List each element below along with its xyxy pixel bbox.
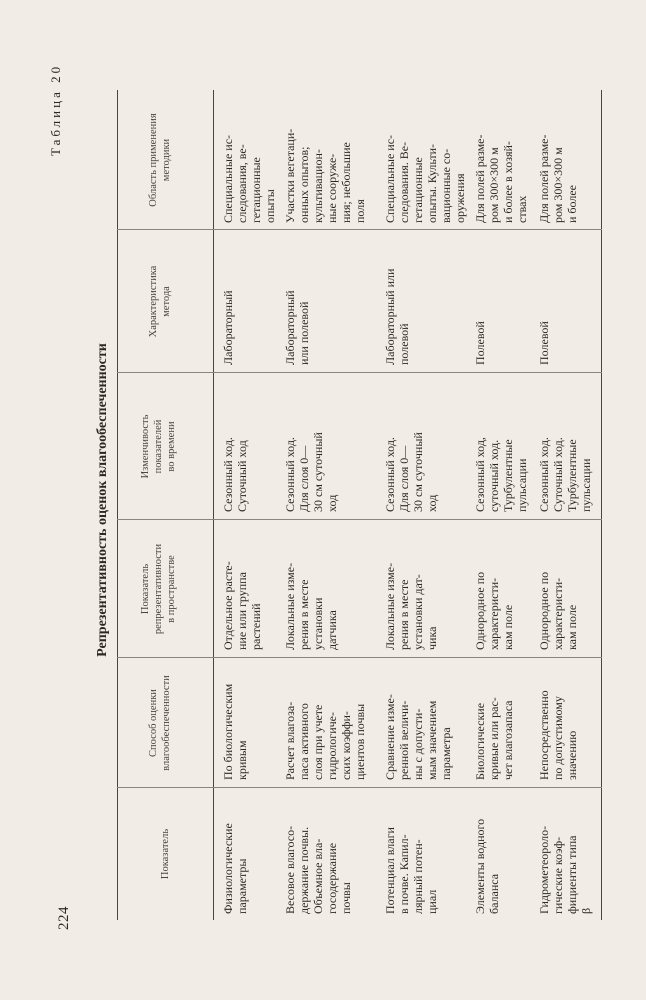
cell-character: Лабораторный или полевой xyxy=(383,268,411,365)
table-top-rule xyxy=(117,90,118,920)
data-table xyxy=(117,90,602,920)
header-temporal: Изменчивость показателей во времени xyxy=(140,414,177,479)
cell-spatial: Однородное по характеристи- кам поле xyxy=(473,571,515,650)
column-divider xyxy=(117,657,602,658)
cell-indicator: Гидрометеороло- гические коэф- фициенты типа β xyxy=(537,825,593,914)
cell-temporal: Сезонный ход, суточный ход. Турбулентные пульсации xyxy=(473,437,529,512)
table-label: Таблица 20 xyxy=(48,63,63,156)
cell-application: Специальные ис- следования. Ве- гетационные опыты. Культи- вационные со- оружения xyxy=(383,134,467,223)
cell-spatial: Локальные изме- рения в месте установки датчика xyxy=(283,562,339,650)
table-bottom-rule xyxy=(601,90,602,920)
cell-indicator: Элементы водного баланса xyxy=(473,818,501,914)
cell-method: Расчет влагоза- паса активного слоя при учете гидрологиче- ских коэффи- циентов почвы xyxy=(283,701,367,780)
cell-application: Для полей разме- ром 300×300 м и более xyxy=(537,134,579,223)
header-application: Область применения методики xyxy=(148,113,172,207)
cell-indicator: Физиологические параметры xyxy=(221,823,249,914)
table-title: Репрезентативность оценок влагообеспеченности xyxy=(95,343,110,657)
cell-spatial: Однородное по характеристи- кам поле xyxy=(537,571,579,650)
column-divider xyxy=(117,372,602,373)
cell-character: Лабораторный или полевой xyxy=(283,290,311,365)
cell-temporal: Сезонный ход. Для слоя 0— 30 см суточный ход xyxy=(283,432,339,512)
cell-method: Биологические кривые или рас- чет влагозапаса xyxy=(473,697,515,780)
column-divider xyxy=(117,229,602,230)
header-character: Характеристика метода xyxy=(148,265,172,338)
header-method: Способ оценки влагообеспеченности xyxy=(148,675,172,771)
cell-character: Лабораторный xyxy=(221,290,235,365)
cell-method: По биологическим кривым xyxy=(221,683,249,780)
cell-temporal: Сезонный ход. Суточный ход. Турбулентные пульсации xyxy=(537,437,593,512)
cell-indicator: Потенциал влаги в почве. Капил- лярный потен- циал xyxy=(383,827,439,914)
header-indicator: Показатель xyxy=(160,828,171,880)
cell-method: Сравнение изме- ренной величи- ны с допусти- мым значением параметра xyxy=(383,694,453,780)
cell-application: Специальные ис- следования, ве- гетационные опыты xyxy=(221,134,277,223)
cell-temporal: Сезонный ход. Для слоя 0— 30 см суточный ход xyxy=(383,432,439,512)
page-number: 224 xyxy=(56,906,72,930)
header-rule xyxy=(213,90,214,920)
header-spatial: Показатель репрезентативности в пространстве xyxy=(140,543,177,635)
cell-character: Полевой xyxy=(473,321,487,365)
column-divider xyxy=(117,519,602,520)
cell-method: Непосредственно по допустимому значению xyxy=(537,690,579,780)
cell-indicator: Весовое влагосо- держание почвы. Объемное вла- госодержание почвы xyxy=(283,825,353,914)
column-divider xyxy=(117,787,602,788)
cell-character: Полевой xyxy=(537,321,551,365)
cell-application: Участки вегетаци- онных опытов; культивацион- ные сооруже- ния; небольшие поля xyxy=(283,128,367,223)
cell-spatial: Отдельное расте- ние или группа растений xyxy=(221,561,263,650)
cell-application: Для полей разме- ром 300×300 м и более в хозяй- ствах xyxy=(473,134,529,223)
cell-temporal: Сезонный ход. Суточный ход xyxy=(221,437,249,512)
cell-spatial: Локальные изме- рения в месте установки дат- чика xyxy=(383,562,439,650)
